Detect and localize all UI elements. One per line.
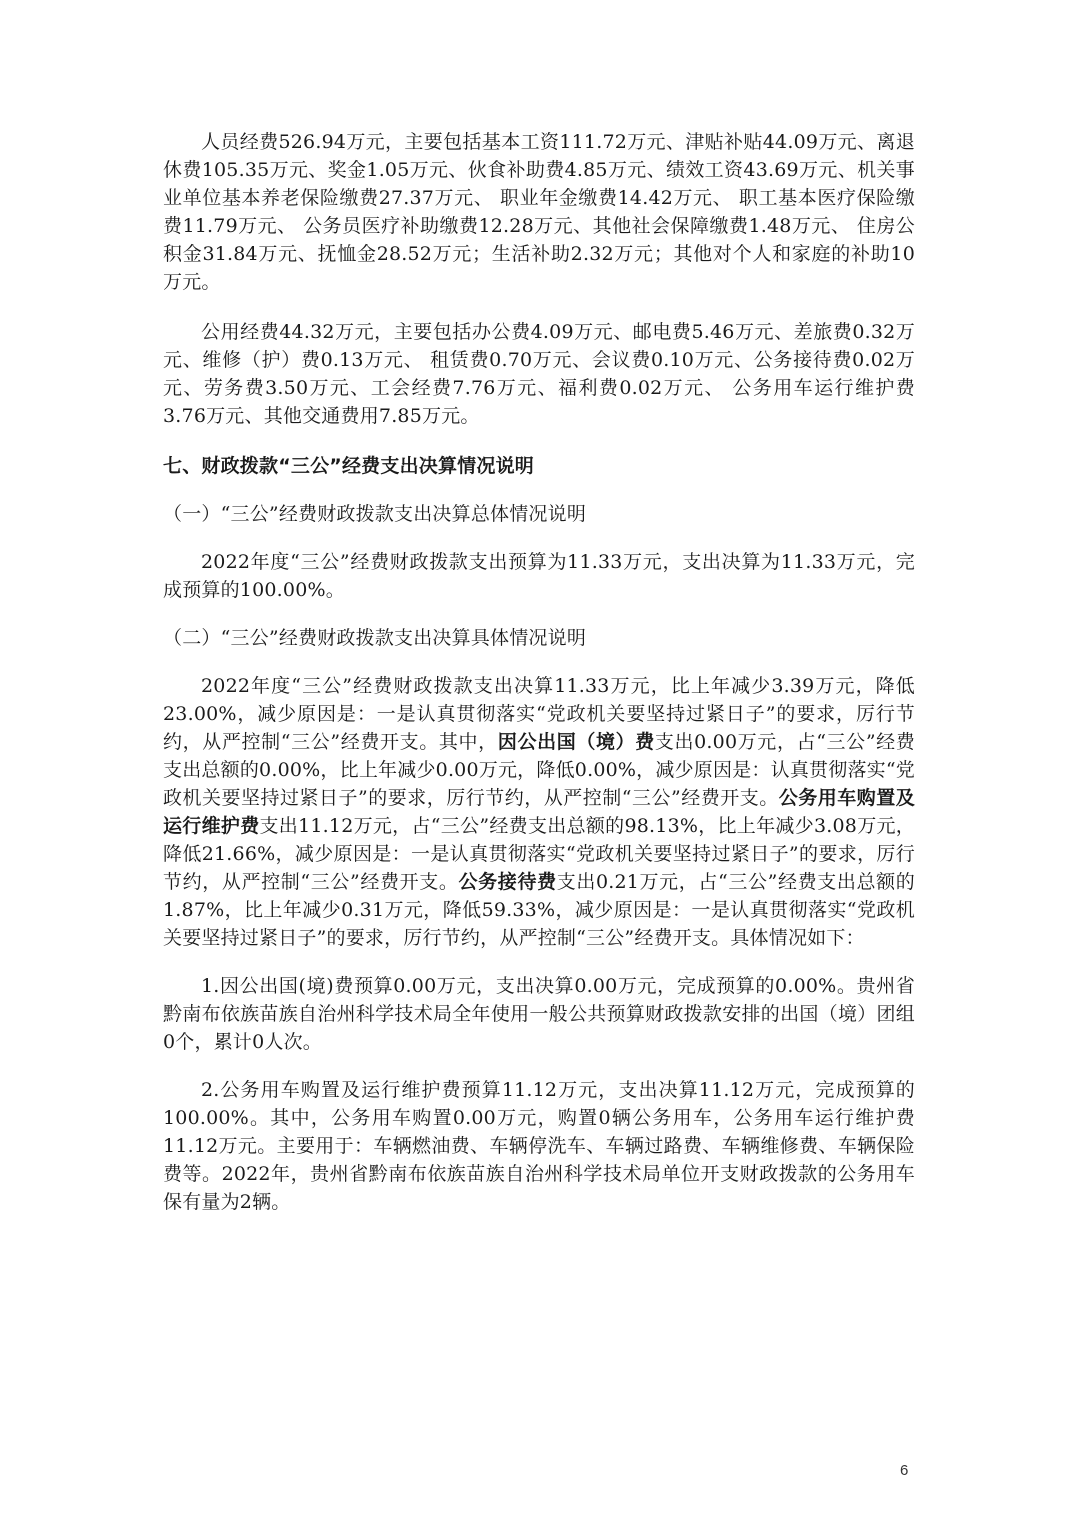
item-abroad-paragraph: 1.因公出国(境)费预算0.00万元，支出决算0.00万元，完成预算的0.00%。贵州省黔南布依族苗族自治州科学技术局全年使用一般公共预算财政拨款安排的出国（境）团组0个，累计0人次。 bbox=[163, 975, 915, 1053]
reception-expense-text: 支出0.21万元，占“三公”经费支出总额的1.87%，比上年减少0.31万元，降低59.33%，减少原因是：一是认真贯彻落实“党政机关要坚持过紧日子”的要求，厉行节约，从严控制“三公”经费开支。具体情况如下： bbox=[163, 871, 915, 949]
vehicle-expense-label: 公务用车购置及运行维护费 bbox=[163, 787, 915, 837]
detail-intro-text: 2022年度“三公”经费财政拨款支出决算11.33万元，比上年减少3.39万元，降低23.00%，减少原因是：一是认真贯彻落实“党政机关要坚持过紧日子”的要求，厉行节约，从严控制“三公”经费开支。其中， bbox=[163, 675, 915, 753]
abroad-expense-text: 支出0.00万元，占“三公”经费支出总额的0.00%，比上年减少0.00万元，降低0.00%，减少原因是：认真贯彻落实“党政机关要坚持过紧日子”的要求，厉行节约，从严控制“三公”经费开支。 bbox=[163, 731, 915, 809]
subsection-heading-detail: （二）“三公”经费财政拨款支出决算具体情况说明 bbox=[163, 627, 587, 649]
item-vehicle-paragraph: 2.公务用车购置及运行维护费预算11.12万元，支出决算11.12万元，完成预算的100.00%。其中，公务用车购置0.00万元，购置0辆公务用车，公务用车运行维护费11.12万元。主要用于：车辆燃油费、车辆停洗车、车辆过路费、车辆维修费、车辆保险费等。2022年，贵州省黔南布依族苗族自治州科学技术局单位开支财政拨款的公务用车保有量为2辆。 bbox=[163, 1079, 915, 1213]
detail-paragraph bbox=[163, 672, 915, 952]
document-body bbox=[163, 128, 915, 1216]
vehicle-expense-text: 支出11.12万元，占“三公”经费支出总额的98.13%，比上年减少3.08万元，降低21.66%，减少原因是：一是认真贯彻落实“党政机关要坚持过紧日子”的要求，厉行节约，从严控制“三公”经费开支。 bbox=[163, 815, 915, 893]
abroad-expense-label: 因公出国（境）费 bbox=[497, 731, 655, 753]
overall-summary-paragraph: 2022年度“三公”经费财政拨款支出预算为11.33万元，支出决算为11.33万元，完成预算的100.00%。 bbox=[163, 551, 915, 601]
subsection-heading-overall: （一）“三公”经费财政拨款支出决算总体情况说明 bbox=[163, 503, 587, 525]
personnel-expense-paragraph: 人员经费526.94万元，主要包括基本工资111.72万元、津贴补贴44.09万元、离退休费105.35万元、奖金1.05万元、伙食补助费4.85万元、绩效工资43.69万元、机关事业单位基本养老保险缴费27.37万元、 职业年金缴费14.42万元、 职工基本医疗保险缴费11.79万元、 公务员医疗补助缴费12.28万元、其他社会保障缴费1.48万元、 住房公积金31.84万元、抚恤金28.52万元；生活补助2.32万元；其他对个人和家庭的补助10万元。 bbox=[163, 131, 915, 293]
public-expense-paragraph: 公用经费44.32万元，主要包括办公费4.09万元、邮电费5.46万元、差旅费0.32万元、维修（护）费0.13万元、 租赁费0.70万元、会议费0.10万元、公务接待费0.02万元、劳务费3.50万元、工会经费7.76万元、福利费0.02万元、 公务用车运行维护费3.76万元、其他交通费用7.85万元。 bbox=[163, 321, 915, 427]
page-number: 6 bbox=[900, 1462, 909, 1479]
reception-expense-label: 公务接待费 bbox=[458, 871, 557, 893]
section-heading-three-public: 七、财政拨款“三公”经费支出决算情况说明 bbox=[163, 455, 534, 477]
